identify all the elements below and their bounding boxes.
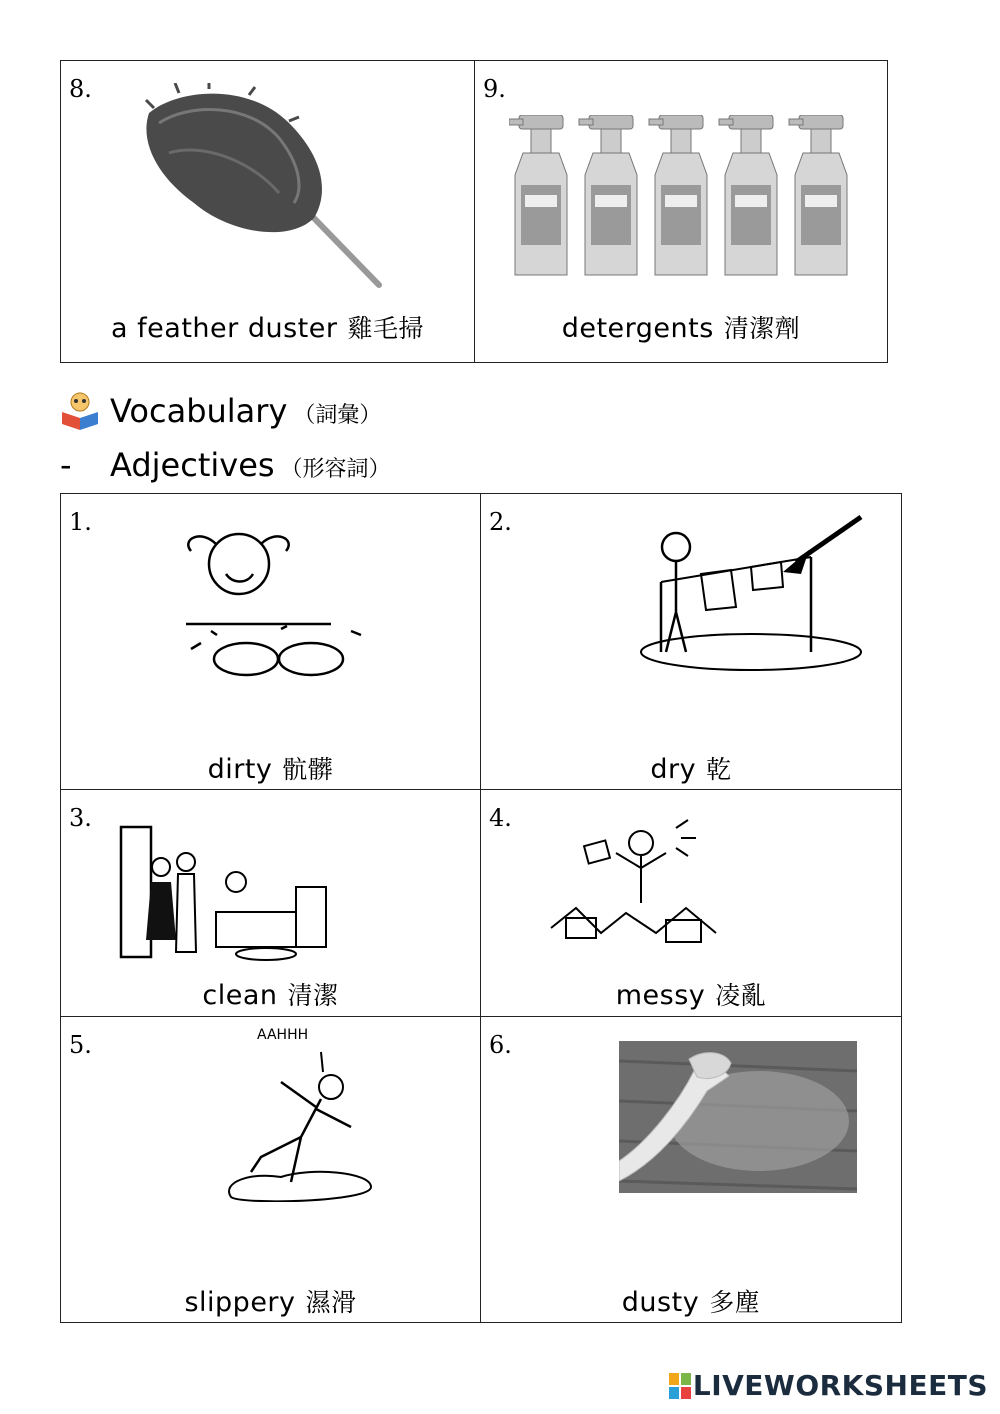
vocab-cell-8 xyxy=(60,60,475,363)
adjectives-heading xyxy=(60,446,391,484)
caption-en: messy xyxy=(615,980,706,1011)
caption-en: slippery xyxy=(184,1287,296,1318)
caption-zh: 雞毛掃 xyxy=(347,314,424,343)
reading-book-icon xyxy=(60,390,102,432)
adjective-cell-5 xyxy=(60,1016,481,1323)
adjective-cell-4 xyxy=(480,789,902,1017)
caption-zh: 清潔劑 xyxy=(723,314,801,343)
adjective-caption xyxy=(481,1283,901,1319)
item-number: 3. xyxy=(69,804,92,832)
caption-zh: 濕滑 xyxy=(305,1288,357,1317)
logo-text: LIVEWORKSHEETS xyxy=(692,1369,988,1402)
adjective-caption xyxy=(481,976,901,1012)
adjective-cell-1 xyxy=(60,493,481,790)
caption-zh: 骯髒 xyxy=(282,755,334,784)
adjective-caption xyxy=(61,750,480,786)
clean-room-icon xyxy=(116,822,336,962)
adjective-caption xyxy=(61,1283,480,1319)
messy-room-icon xyxy=(546,808,726,958)
caption-en: detergents xyxy=(561,313,714,344)
adjective-caption xyxy=(481,750,901,786)
caption-en: dusty xyxy=(621,1287,700,1318)
item-number: 6. xyxy=(489,1031,512,1059)
caption-zh: 清潔 xyxy=(287,981,339,1010)
heading-label: Vocabulary xyxy=(110,392,288,430)
item-number: 4. xyxy=(489,804,512,832)
vocab-caption xyxy=(61,309,474,345)
caption-en: a feather duster xyxy=(111,313,338,344)
item-number: 1. xyxy=(69,508,92,536)
vocab-cell-9 xyxy=(474,60,888,363)
caption-zh: 乾 xyxy=(706,755,732,784)
item-number: 8. xyxy=(69,75,92,103)
item-number: 9. xyxy=(483,75,506,103)
adjective-cell-3 xyxy=(60,789,481,1017)
item-number: 2. xyxy=(489,508,512,536)
clothes-line-arrow-icon xyxy=(631,512,871,677)
heading-zh: （形容詞） xyxy=(280,457,391,482)
dusty-table-photo xyxy=(619,1041,857,1193)
heading-label: Adjectives xyxy=(110,446,275,484)
heading-dash: - xyxy=(60,446,72,484)
caption-en: dry xyxy=(650,754,697,785)
vocab-caption xyxy=(475,309,887,345)
caption-en: clean xyxy=(202,980,278,1011)
heading-zh: （詞彙） xyxy=(293,403,382,428)
vocabulary-heading xyxy=(110,392,381,430)
item-number: 5. xyxy=(69,1031,92,1059)
liveworksheets-logo xyxy=(669,1369,988,1402)
man-slipping-icon xyxy=(221,1047,391,1202)
spray-bottles-icon xyxy=(509,115,859,280)
caption-zh: 多塵 xyxy=(709,1288,761,1317)
caption-zh: 凌亂 xyxy=(715,981,767,1010)
adjective-cell-6 xyxy=(480,1016,902,1323)
caption-en: dirty xyxy=(207,754,273,785)
adjective-caption xyxy=(61,976,480,1012)
liveworksheets-logo-icon xyxy=(669,1373,691,1399)
adjective-cell-2 xyxy=(480,493,902,790)
illustration-text: AAHHH xyxy=(257,1027,309,1043)
girl-eating-messy-icon xyxy=(121,519,391,679)
feather-duster-icon xyxy=(139,83,389,293)
